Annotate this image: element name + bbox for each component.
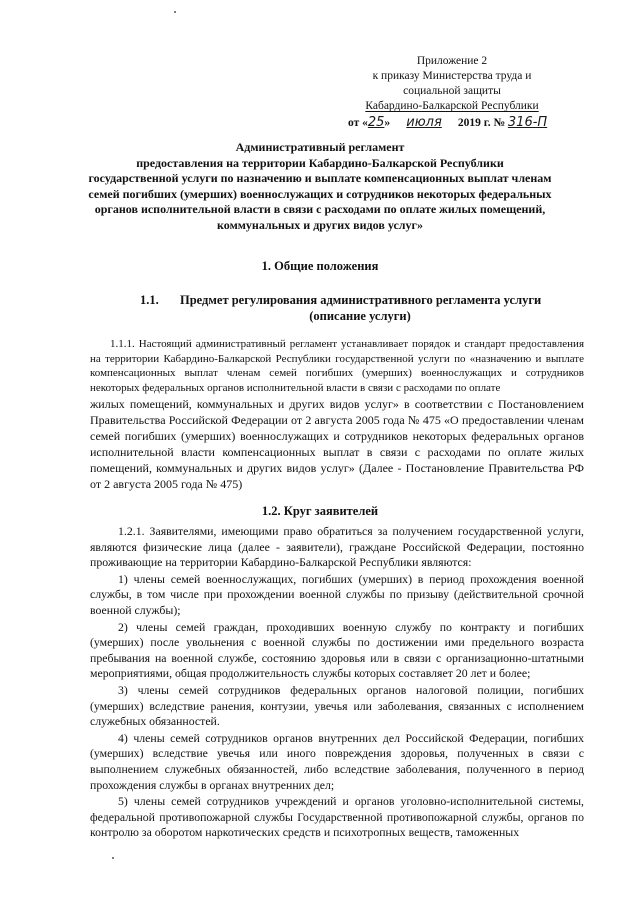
paragraph: 5) члены семей сотрудников учреждений и органов уголовно-исполнительной системы, федеральной противопожарной службы Государственной противопожарной службы, органов по контролю за оборотом наркотических средств и психотропных веществ, таможенных: [90, 794, 584, 840]
date-mid: »: [384, 117, 391, 129]
order-number-handwritten: 316-П: [507, 115, 548, 130]
annex-republic-line: Кабардино-Балкарской Республики: [365, 100, 539, 112]
paragraph-1-1-1-large: жилых помещений, коммунальных и других видов услуг» в соответствии с Постановлением Правительства Российской Федерации от 2 августа 2005 года № 475 «О предоставлении членам семей погибших (умерших) военнослужащих и сотрудников некоторых федеральных органов исполнительной власти компенсационных выплат в связи с расходами по оплате жилых помещений, коммунальных и других видов услуг» (Далее - Постановление Правительства РФ от 2 августа 2005 года № 475): [90, 397, 584, 491]
date-day-handwritten: 25: [367, 115, 385, 130]
document-title: [70, 140, 570, 233]
applicants-section-body: [90, 524, 584, 841]
annex-date-line: [348, 115, 552, 131]
title-line: предоставления на территории Кабардино-Балкарской Республики: [136, 155, 504, 170]
section-heading-general: 1. Общие положения: [261, 259, 379, 273]
title-line: Административный регламент: [235, 140, 405, 154]
scan-speck: [112, 857, 114, 859]
annex-title: Приложение 2: [416, 55, 488, 67]
title-line: государственной услуги по назначению и выплате компенсационных выплат членам: [88, 171, 552, 185]
title-line: органов исполнительной власти в связи с расходами по оплате жилых помещений,: [94, 202, 546, 216]
subsection-title: Предмет регулирования административного регламента услуги: [180, 293, 542, 307]
subsection-title-cont: (описание услуги): [309, 309, 411, 323]
section-heading-applicants: 1.2. Круг заявителей: [261, 504, 379, 518]
annex-block: [348, 54, 552, 131]
paragraph-1-1-1-small: [90, 337, 584, 395]
paragraph: 1) члены семей военнослужащих, погибших (умерших) в период прохождения военной службы, в том числе при прохождении военной службы по призыву (действительной срочной военной службы);: [90, 571, 584, 617]
scan-speck: [174, 11, 176, 13]
paragraph: 3) члены семей сотрудников федеральных органов налоговой полиции, погибших (умерших) вследствие ранения, контузии, увечья или заболевания, связанных с исполнением служебных обязанностей.: [90, 682, 584, 729]
paragraph: 1.2.1. Заявителями, имеющими право обратиться за получением государственной услуги, являются физические лица (далее - заявители), граждане Российской Федерации, постоянно проживающие на территории Кабардино-Балкарской Республики являются:: [90, 524, 584, 570]
paragraph: 2) члены семей граждан, проходивших военную службу по контракту и погибших (умерших) после увольнения с военной службы по достижении ими предельного возраста пребывания на военной службе, состоянию здоровья или в связи с организационно-штатными мероприятиями, общая продолжительность службы которых составляет 20 лет и более;: [90, 619, 584, 681]
annex-ministry-line: социальной защиты: [403, 85, 501, 97]
annex-order-line: к приказу Министерства труда и: [372, 70, 532, 82]
paragraph: 4) члены семей сотрудников органов внутренних дел Российской Федерации, погибших (умерших) вследствие увечья или иного повреждения здоровья, полученных в связи с выполнением служебных обязанностей, либо вследствие заболевания, полученного в период прохождения службы в органах внутренних дел;: [90, 730, 584, 792]
date-year: 2019 г. №: [457, 117, 506, 129]
date-month-handwritten: июля: [406, 115, 442, 130]
date-prefix: от «: [348, 117, 368, 129]
title-line: семей погибших (умерших) военнослужащих и сотрудников некоторых федеральных: [88, 186, 552, 201]
paragraph-text: 1.1.1. Настоящий административный регламент устанавливает порядок и стандарт предоставления на территории Кабардино-Балкарской Республики государственной услуги по «назначению и выплате компенсационных выплат членам семей погибших (умерших) военнослужащих и сотрудников некоторых федеральных органов исполнительной власти в связи с расходами по оплате: [90, 338, 584, 394]
subsection-number: 1.1.: [140, 293, 159, 307]
title-line: коммунальных и других видов услуг»: [217, 217, 423, 232]
